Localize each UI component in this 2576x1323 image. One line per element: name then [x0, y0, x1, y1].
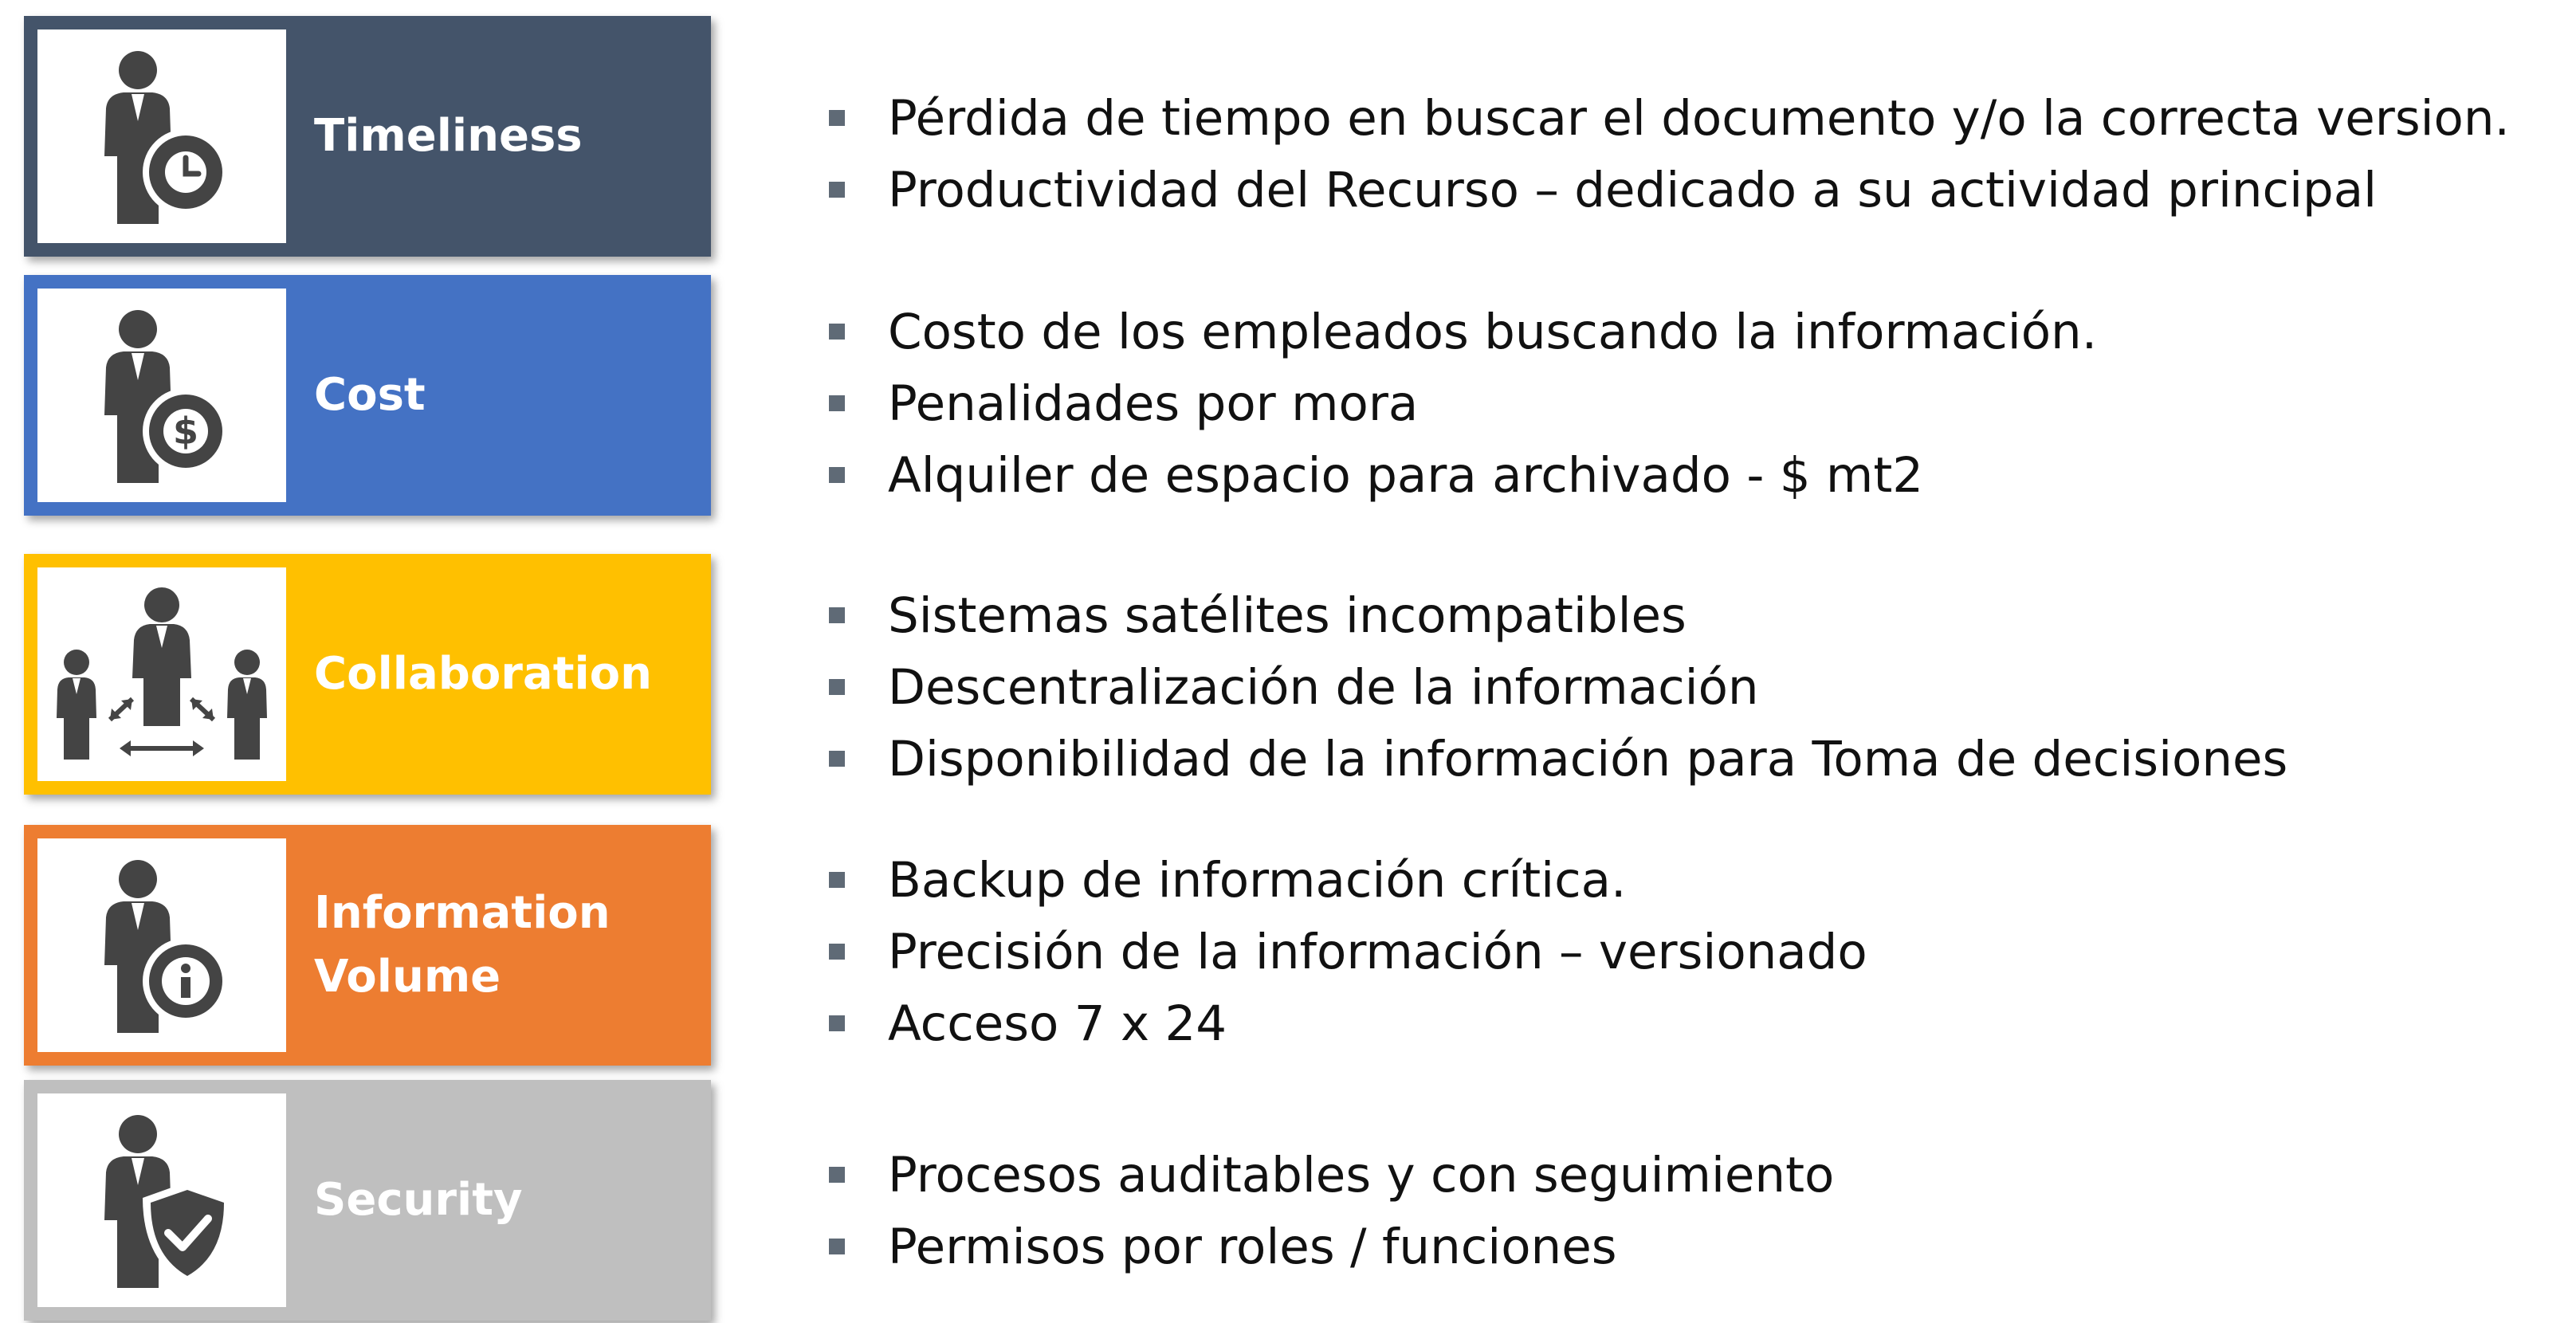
- bullet-square-icon: [829, 395, 845, 411]
- security-title-line: Security: [314, 1174, 523, 1226]
- bullet-item: Productividad del Recurso – dedicado a su actividad principal: [813, 155, 2510, 226]
- timeliness-card: [24, 16, 711, 257]
- bullet-item: Acceso 7 x 24: [813, 988, 1867, 1060]
- collaboration-icon-box: [37, 567, 286, 781]
- bullet-square-icon: [829, 751, 845, 767]
- bullet-square-icon: [829, 872, 845, 888]
- bullet-square-icon: [829, 607, 845, 623]
- information-volume-title-line-1: Information: [314, 887, 611, 939]
- bullet-square-icon: [829, 1167, 845, 1183]
- person-dollar-icon: [82, 304, 242, 487]
- person-clock-icon: [82, 45, 242, 228]
- collaboration-bullets: [813, 580, 2287, 795]
- cost-bullets: [813, 296, 2097, 512]
- bullet-item: Precisión de la información – versionado: [813, 917, 1867, 988]
- people-collaboration-icon: [46, 583, 277, 766]
- collaboration-title-line: Collaboration: [314, 648, 653, 700]
- bullet-item: Backup de información crítica.: [813, 845, 1867, 917]
- bullet-item: Procesos auditables y con seguimiento: [813, 1140, 1834, 1211]
- bullet-square-icon: [829, 679, 845, 695]
- information-volume-title-line-2: Volume: [314, 951, 501, 1003]
- collaboration-card: [24, 554, 711, 795]
- security-bullets: [813, 1140, 1834, 1283]
- bullet-item: Penalidades por mora: [813, 368, 2097, 440]
- timeliness-title: [314, 104, 583, 168]
- bullet-square-icon: [829, 1015, 845, 1031]
- bullet-square-icon: [829, 182, 845, 198]
- cost-icon-box: [37, 289, 286, 502]
- bullet-square-icon: [829, 110, 845, 126]
- information-volume-icon-box: [37, 838, 286, 1052]
- cost-title-line: Cost: [314, 369, 426, 421]
- cost-card: [24, 275, 711, 516]
- timeliness-icon-box: [37, 29, 286, 243]
- bullet-square-icon: [829, 1239, 845, 1254]
- bullet-item: Permisos por roles / funciones: [813, 1211, 1834, 1283]
- information-volume-title: [314, 881, 611, 1009]
- cost-title: [314, 363, 426, 427]
- security-title: [314, 1168, 522, 1232]
- bullet-item: Alquiler de espacio para archivado - $ mt2: [813, 440, 2097, 512]
- security-icon-box: [37, 1093, 286, 1307]
- information-volume-card: [24, 825, 711, 1066]
- bullet-square-icon: [829, 324, 845, 340]
- bullet-item: Costo de los empleados buscando la información.: [813, 296, 2097, 368]
- timeliness-title-line: Timeliness: [314, 110, 583, 162]
- bullet-square-icon: [829, 944, 845, 960]
- bullet-square-icon: [829, 467, 845, 483]
- collaboration-title: [314, 642, 652, 706]
- svg-text:$: $: [172, 410, 199, 453]
- bullet-item: Pérdida de tiempo en buscar el documento y/o la correcta version.: [813, 83, 2510, 155]
- bullet-item: Disponibilidad de la información para Toma de decisiones: [813, 724, 2287, 795]
- person-shield-icon: [82, 1109, 242, 1292]
- timeliness-bullets: [813, 83, 2510, 226]
- bullet-item: Sistemas satélites incompatibles: [813, 580, 2287, 652]
- security-card: [24, 1080, 711, 1321]
- bullet-item: Descentralización de la información: [813, 652, 2287, 724]
- person-info-icon: [82, 854, 242, 1037]
- information-volume-bullets: [813, 845, 1867, 1060]
